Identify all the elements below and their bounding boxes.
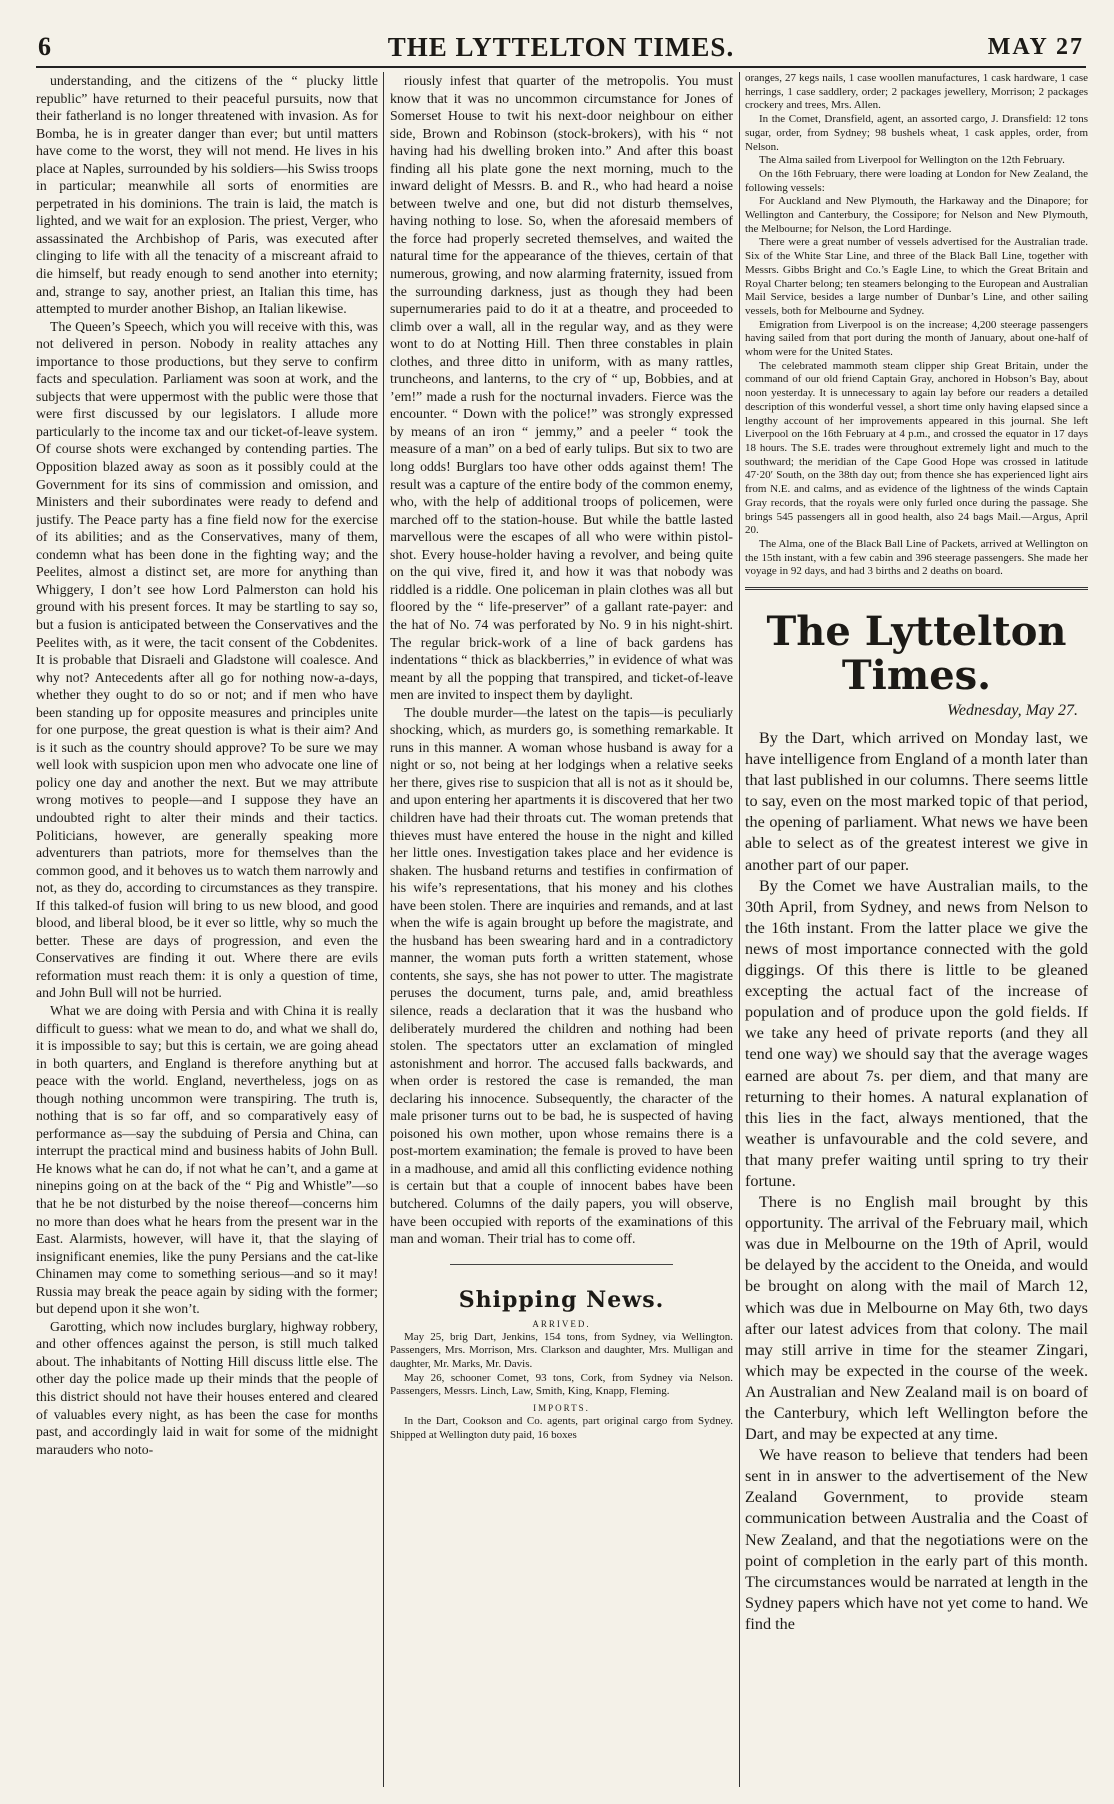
shipping-entry: On the 16th February, there were loading at London for New Zealand, the following vessels:: [745, 167, 1088, 194]
arrived-label: ARRIVED.: [532, 1318, 591, 1329]
column-rule: [383, 72, 384, 1787]
shipping-news-heading: Shipping News.: [458, 1286, 665, 1313]
article-paragraph: What we are doing with Persia and with China it is really difficult to guess: what we mean to do, and what we shall do, it is impossible to say; but this is certain, we are going ahead in both quarters, and England is therefore anything but at peace with the world. England, nevertheless, jogs on as though nothing uncommon were transpiring. The truth is, nothing that is so far off, and so comparatively easy of performance as—say the subduing of Persia and China, can interrupt the practical mind and business habits of John Bull. He knows what he can do, if not what he can’t, and a game at ninepins going on at the back of the “ Pig and Whistle”—so that he be not disturbed by the noise thereof—concerns him no more than does what he hears from the present war in the East. Alarmists, however, will have it, that the slaying of insignificant enemies, like the puny Persians and the cat-like Chinamen may come to something serious—and so it may! Russia may break the peace again by siding with the former; but depend upon it she won’t.: [36, 1002, 378, 1317]
masthead: THE LYTTELTON TIMES.: [387, 32, 735, 62]
leader-paragraph: We have reason to believe that tenders had been sent in in answer to the advertisement of the New Zealand Government, to provide steam communication between Australia and the Coast of New Zealand, and that the negotiations were on the point of completion in the early part of this month. The circumstances would be narrated at length in the Sydney papers which have not yet come to hand. We find the: [745, 1446, 1088, 1633]
page-header: [36, 30, 1086, 68]
leader-paragraph: By the Comet we have Australian mails, to the 30th April, from Sydney, and news from Nelson to the 16th instant. From the latter place we give the news of most importance connected with the gold diggings. Of this there is little to be gleaned excepting the actual fact of the increase of population and of produce upon the gold fields. If we take any heed of private reports (and they all tend one way) we should say that the average wages earned are about 7s. per diem, and that many are returning to their homes. A natural explanation of this lies in the fact, always mentioned, that the weather is unfavourable and the cold severe, and that many prefer waiting until spring to try their fortune.: [745, 876, 1088, 1190]
shipping-entry: For Auckland and New Plymouth, the Harkaway and the Dinapore; for Wellington and Canterbury, the Cossipore; for Nelson and New Plymouth, the Melbourne; for Nelson, the Lord Hardinge.: [745, 195, 1088, 235]
leader-date: Wednesday, May 27.: [947, 702, 1078, 720]
article-paragraph: riously infest that quarter of the metropolis. You must know that it was no uncommon circumstance for Jones of Somerset House to twit his next-door neighbour on either side, Brown and Robinson (stock-brokers), with his “ not having had his dwelling broken into.” And after this boast finding all his plate gone the next morning, much to the inward delight of Messrs. B. and R., who had heard a noise between twelve and one, but did not disturb themselves, having nothing to lose. So, when the aforesaid members of the force had properly secreted themselves, and waited the natural time for the appearance of the thieves, certain of that numerous, growing, and now alarming fraternity, issued from the surrounding darkness, just as though they had been supernumeraries paid to do it at a theatre, and proceeded to climb over a wall, all in the regular way, and as they were wont to do at Notting Hill. Then three constables in plain clothes, and three ditto in uniform, with as many rattles, truncheons, and lanterns, to the cry of “ up, Bobbies, and at ’em!” made a rush for the nocturnal invaders. Fierce was the encounter. “ Down with the police!” was strongly expressed by means of an iron “ jemmy,” and a peeler “ took the measure of a man” on a bed of early tulips. But six to two are long odds! Burglars too have other odds against them! The result was a capture of the entire body of the common enemy, who, with the help of additional troops of policemen, were marched off to the station-house. But while the battle lasted marvellous were the escapes of all who were within pistol-shot. Every house-holder having a revolver, and being quite on the qui vive, fired it, and how it was that nobody was riddled is a riddle. One policeman in plain clothes was all but floored by the “ life-preserver” of a gallant rate-payer: and the hat of No. 74 was perforated by No. 9 in his night-shirt. The regular brick-work of a line of back gardens has indentations “ thick as blackberries,” in evidence of what was meant by all the popping that transpired, and ticket-of-leave men are invited to inspect them by daylight.: [390, 73, 733, 703]
article-paragraph: Garotting, which now includes burglary, highway robbery, and other offences against the person, is still much talked about. The inhabitants of Notting Hill discuss little else. The other day the police made up their minds that the people of this district should not have their houses entered and cleared of valuables every night, as has been the case for months past, and accordingly laid in wait for some of the midnight marauders who noto-: [36, 1318, 378, 1457]
imports-label: IMPORTS.: [533, 1403, 590, 1414]
article-paragraph: The Queen’s Speech, which you will receive with this, was not delivered in person. Nobody in reality attaches any importance to those productions, but they serve to confirm facts and speculation. Parliament was soon at work, and the subjects that were uppermost with the public were those that were first discussed by our legislators. I allude more particularly to the income tax and our ticket-of-leave system. Of course shots were exchanged by contending parties. The Opposition blazed away as soon as it possibly could at the Government for its sins of commission and omission, and Ministers and their subordinates were ready to defend and justify. The Peace party has a fine field now for the exercise of its abilities; and as the Conservatives, many of them, condemn what has been done in the fighting way; and the Peelites, almost a distinct set, are more for anything than Whiggery, I don’t see how Lord Palmerston can hold his ground with his present forces. It may be startling to say so, but a fusion is anticipated between the Conservatives and the Peelites with, as it were, the tacit consent of the Cobdenites. It is probable that Disraeli and Gladstone will coalesce. And why not? Antecedents after all go for nothing now-a-days, whether they ought to do so or not; and if men who have been standing up for opposite measures and principles unite for one purpose, the great question is what is their aim? And is it such as the country should approve? To be sure we may well look with suspicion upon men who advocate one line of policy one day and another the next. But we may attribute wrong motives to people—and I suppose they have an undoubted right to alter their minds and their tactics. Politicians, however, are generally speaking more adventurers than patriots, more for themselves than the common good, and it behoves us to watch them narrowly and not, as they do, according to circumstances as they transpire. If this talked-of fusion will bring to us new blood, and good blood, and liberal blood, be it ever so little, why so much the better. These are days of progression, and even the Conservatives are finding it out. Where there are evils reformation must reach them: it is only a question of time, and John Bull will not be hurried.: [36, 318, 378, 1001]
column-left: [36, 72, 378, 1787]
shipping-entry: May 25, brig Dart, Jenkins, 154 tons, from Sydney, via Wellington. Passengers, Mrs. Morrison, Mrs. Clarkson and daughter, Mrs. Mulligan and daughter, Mr. Marks, Mr. Davis.: [390, 1330, 733, 1371]
leader-heading: The Lyttelton Times.: [766, 608, 1067, 700]
shipping-entry: The Alma sailed from Liverpool for Wellington on the 12th February.: [759, 154, 1065, 167]
page-number: 6: [38, 32, 51, 61]
shipping-entry: The celebrated mammoth steam clipper ship Great Britain, under the command of our old friend Captain Gray, anchored in Hobson’s Bay, about noon yesterday. It is unnecessary to again lay before our readers a detailed description of this wonderful vessel, a short time only having elapsed since a lengthy account of her improvements appeared in this journal. She left Liverpool on the 16th February at 4 p.m., and crossed the equator in 17 days 18 hours. The S.E. trades were throughout extremely light and much to the southward; the meridian of the Cape Good Hope was crossed in latitude 47·20′ South, on the 38th day out; from thence she has experienced light airs from N.E. and calms, and as evidence of the lightness of the winds Captain Gray records, that the royals were only furled once during the passage. She brings 545 passengers all in good health, also 24 bags Mail.—Argus, April 20.: [745, 359, 1088, 537]
shipping-entry: There were a great number of vessels advertised for the Australian trade. Six of the White Star Line, and three of the Black Ball Line, together with Messrs. Gibbs Bright and Co.’s Eagle Line, to which the Great Britain and Royal Charter belong; ten steamers belonging to the European and Australian Mail Service, besides a large number of Dunbar’s Line, and other sailing vessels, both for Melbourne and Sydney.: [745, 236, 1088, 317]
leader-paragraph: By the Dart, which arrived on Monday last, we have intelligence from England of a month later than that last published in our columns. There seems little to say, even on the most marked topic of that period, the opening of parliament. What news we have been able to select as of the greatest interest we give in another part of our paper.: [745, 729, 1088, 874]
column-rule: [739, 72, 740, 1787]
article-paragraph: The double murder—the latest on the tapis—is peculiarly shocking, which, as murders go, is something remarkable. It runs in this manner. A woman whose husband is away for a night or so, not being at her lodgings when a relative seeks her there, gives rise to suspicion that all is not as it should be, and upon entering her apartments it is discovered that her two children have had their throats cut. The woman pretends that thieves must have entered the house in the night and killed her little ones. Investigation takes place and her evidence is shaken. The husband returns and testifies in confirmation of his wife’s representations, that his money and his clothes have been stolen. There are inquiries and remands, and at last when the wife is again brought up before the magistrate, and the husband has been swearing hard and in a contradictory manner, the woman puts forth a written statement, whose contents, she says, she has not power to utter. The magistrate peruses the document, turns pale, and, amid breathless silence, reads a declaration that it was the husband who deliberately murdered the children and nothing had been stolen. The spectators utter an exclamation of mingled astonishment and horror. The accused falls backwards, and when order is restored the case is remanded, the man declaring his innocence. Subsequently, the character of the male prisoner turns out to be bad, he is suspected of having poisoned his own mother, upon whose remains there is a post-mortem examination; the female is proved to have been in a madhouse, and amid all this conflicting evidence nothing is certain but that a couple of innocent babes have been butchered. Columns of the daily papers, you will observe, have been occupied with reports of the examinations of this man and woman. Their trial has to come off.: [390, 704, 733, 1247]
header-date: MAY 27: [987, 34, 1084, 60]
shipping-entry: In the Comet, Dransfield, agent, an assorted cargo, J. Dransfield: 12 tons sugar, order, from Sydney; 98 bushels wheat, 1 cask apples, order, from Nelson.: [745, 113, 1088, 153]
shipping-entry: oranges, 27 kegs nails, 1 case woollen manufactures, 1 cask hardware, 1 case herrings, 1 case saddlery, order; 2 packages jewellery, Morrison; 2 packages crockery and trees, Mrs. Allen.: [745, 72, 1088, 112]
shipping-entry: Emigration from Liverpool is on the increase; 4,200 steerage passengers having sailed from that port during the month of January, about one-half of whom were for the United States.: [745, 318, 1088, 359]
leader-paragraph: There is no English mail brought by this opportunity. The arrival of the February mail, which was due in Melbourne on the 19th of April, would be delayed by the accident to the Oneida, and would be brought on along with the mail of March 12, which was due in Melbourne on May 6th, two days after our latest advices from that colony. The mail may still arrive in time for the steamer Zingari, which may be expected in the course of the week. An Australian and New Zealand mail is on board of the Canterbury, which left Wellington before the Dart, and may be expected at any time.: [745, 1193, 1088, 1444]
section-divider: [450, 1264, 673, 1265]
shipping-entry: In the Dart, Cookson and Co. agents, part original cargo from Sydney. Shipped at Wellington duty paid, 16 boxes: [390, 1415, 733, 1441]
column-right: [745, 72, 1088, 1787]
column-middle: [390, 72, 733, 1787]
shipping-entry: May 26, schooner Comet, 93 tons, Cork, from Sydney via Nelson. Passengers, Messrs. Linch, Law, Smith, King, Knapp, Fleming.: [390, 1371, 733, 1398]
section-divider: [745, 587, 1088, 590]
article-paragraph: understanding, and the citizens of the “ plucky little republic” have returned to their peaceful pursuits, now that their fatherland is no longer threatened with invasion. As for Bomba, he is in greater danger than ever; but until matters have come to the worst, they will not mend. He lives in his place at Naples, surrounded by his soldiers—his Swiss troops in particular; meanwhile all sorts of enormities are perpetrated in his dominions. The train is laid, the match is lighted, and we wait for an explosion. The priest, Verger, who assassinated the Archbishop of Paris, was executed after clinging to life with all the tenacity of a miscreant afraid to die himself, but ready enough to send another into eternity; and, strange to say, another priest, an Italian this time, has attempted to murder another Bishop, an Italian likewise.: [36, 73, 378, 317]
shipping-entry: The Alma, one of the Black Ball Line of Packets, arrived at Wellington on the 15th instant, with a few cabin and 396 steerage passengers. She made her voyage in 92 days, and had 3 births and 2 deaths on board.: [745, 537, 1088, 578]
